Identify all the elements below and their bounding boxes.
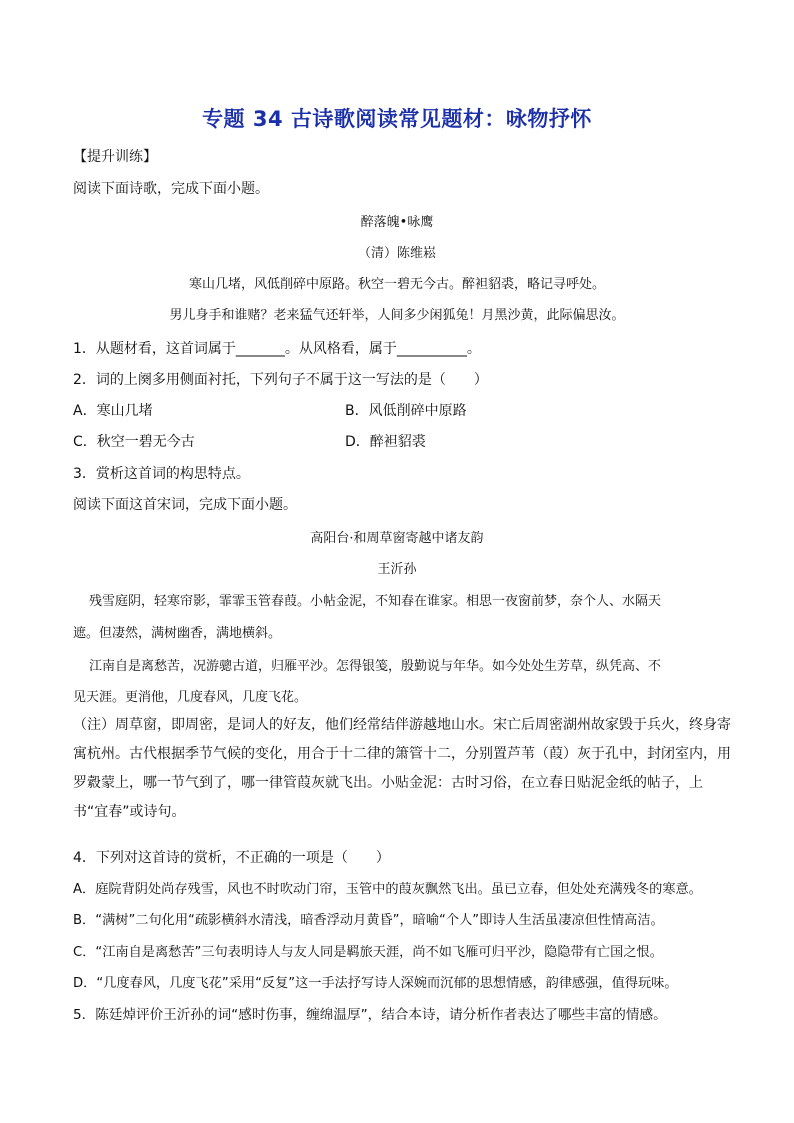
poem2-p2-line-2: 见天涯。更消他，几度春风，几度飞花。	[73, 690, 308, 705]
poem2-p1-line-1: 残雪庭阴，轻寒帘影，霏霏玉管春葭。小帖金泥，不知春在谁家。相思一夜窗前梦，奈个人、水隔天	[89, 594, 662, 609]
q4-option-d: D．“几度春风，几度飞花”采用“反复”这一手法抒写诗人深婉而沉郁的思想情感，韵律感强，值得玩味。	[73, 976, 678, 991]
poem2-author: 王沂孙	[377, 562, 417, 577]
q2-option-b: B．风低削碎中原路	[345, 403, 467, 419]
q2-option-a: A．寒山几堵	[73, 403, 153, 419]
poem1-line-1: 寒山几堵，风低削碎中原路。秋空一碧无今古。醉袒貂裘，略记寻呼处。	[188, 277, 605, 292]
question-2: 2．词的上阕多用侧面衬托，下列句子不属于这一写法的是（ ）	[73, 372, 488, 388]
q4-option-b: B．“满树”二句化用“疏影横斜水清浅，暗香浮动月黄昏”，暗喻“个人”即诗人生活虽凄凉但性情高洁。	[73, 913, 664, 928]
question-3: 3．赏析这首词的构思特点。	[73, 466, 250, 482]
poem2-p2-line-1: 江南自是离愁苦，况游骢古道，归雁平沙。怎得银笺，殷勤说与年华。如今处处生芳草，纵凭高、不	[89, 659, 662, 674]
poem2-title: 高阳台·和周草窗寄越中诸友韵	[310, 531, 484, 546]
intro-poem-1: 阅读下面诗歌，完成下面小题。	[73, 181, 269, 197]
intro-poem-2: 阅读下面这首宋词，完成下面小题。	[73, 497, 297, 513]
question-4: 4．下列对这首诗的赏析，不正确的一项是（ ）	[73, 850, 390, 866]
question-1: 1．从题材看，这首词属于_______。从风格看，属于__________。	[73, 341, 481, 357]
question-5: 5．陈廷焯评价王沂孙的词“感时伤事，缠绵温厚”，结合本诗，请分析作者表达了哪些丰富的情感。	[73, 1007, 667, 1023]
poem1-author: （清）陈维崧	[357, 246, 436, 261]
poem1-line-2: 男儿身手和谁赌？老来猛气还轩举，人间多少闲狐兔！月黑沙黄，此际偏思汝。	[169, 308, 625, 323]
q4-option-a: A．庭院背阴处尚存残雪，风也不时吹动门帘，玉管中的葭灰飘然飞出。虽已立春，但处处充满残冬的寒意。	[73, 882, 702, 897]
poem1-title: 醉落魄•咏鹰	[360, 215, 434, 230]
poem2-note: （注）周草窗，即周密，是词人的好友，他们经常结伴游越地山水。宋亡后周密湖州故家毁于兵火，终身寄寓杭州。古代根据季节气候的变化，用合于十二律的箫管十二，分别置芦苇（葭）灰于孔中，封闭室内，用罗縠蒙上，哪一节气到了，哪一律管葭灰就飞出。小贴金泥：古时习俗，在立春日贴泥金纸的帖子，上书“宜春”或诗句。	[73, 717, 731, 820]
page-title: 专题 34 古诗歌阅读常见题材：咏物抒怀	[202, 107, 592, 131]
q4-option-c: C．“江南自是离愁苦”三句表明诗人与友人同是羁旅天涯，尚不如飞雁可归平沙，隐隐带有亡国之恨。	[73, 945, 663, 960]
q2-option-c: C．秋空一碧无今古	[73, 434, 195, 450]
poem2-p1-line-2: 遮。但凄然，满树幽香，满地横斜。	[73, 626, 282, 641]
q2-option-d: D．醉袒貂裘	[345, 434, 426, 450]
section-label: 【提升训练】	[73, 149, 157, 165]
